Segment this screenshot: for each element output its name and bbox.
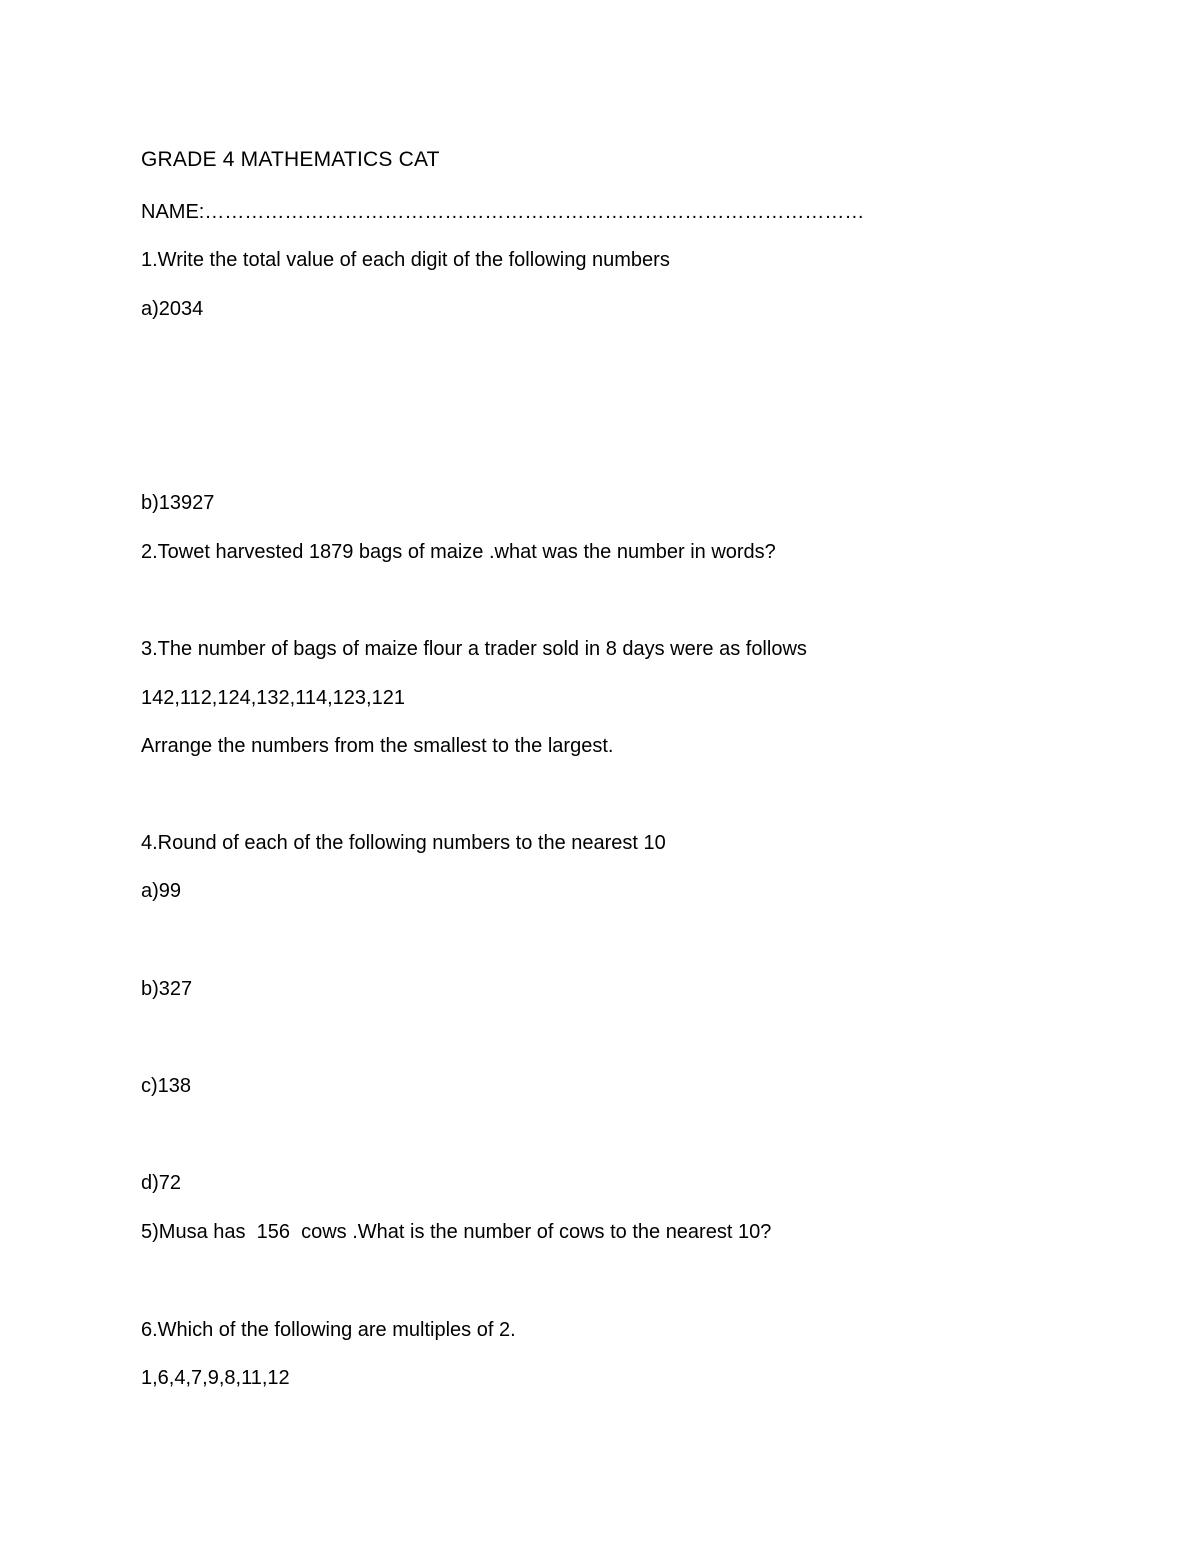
question-4-prompt: 4.Round of each of the following numbers to the nearest 10 [141, 832, 666, 854]
question-4c: c)138 [141, 1075, 192, 1097]
question-3-instruction: Arrange the numbers from the smallest to the largest. [141, 735, 614, 757]
question-2-prompt: 2.Towet harvested 1879 bags of maize .what was the number in words? [141, 541, 776, 563]
question-4b: b)327 [141, 978, 193, 1000]
document-title: GRADE 4 MATHEMATICS CAT [141, 148, 440, 171]
question-6-numbers: 1,6,4,7,9,8,11,12 [141, 1367, 290, 1389]
question-4d: d)72 [141, 1172, 182, 1194]
question-3-numbers: 142,112,124,132,114,123,121 [141, 687, 405, 709]
question-1a: a)2034 [141, 298, 204, 320]
question-6-prompt: 6.Which of the following are multiples of 2. [141, 1319, 516, 1341]
name-line: NAME:……………………………………………………………………………………… [141, 201, 865, 223]
question-5-prompt: 5)Musa has 156 cows .What is the number of cows to the nearest 10? [141, 1221, 772, 1243]
question-3-prompt: 3.The number of bags of maize flour a trader sold in 8 days were as follows [141, 638, 807, 660]
question-1-prompt: 1.Write the total value of each digit of the following numbers [141, 249, 670, 271]
question-4a: a)99 [141, 880, 182, 902]
question-1b: b)13927 [141, 492, 215, 514]
